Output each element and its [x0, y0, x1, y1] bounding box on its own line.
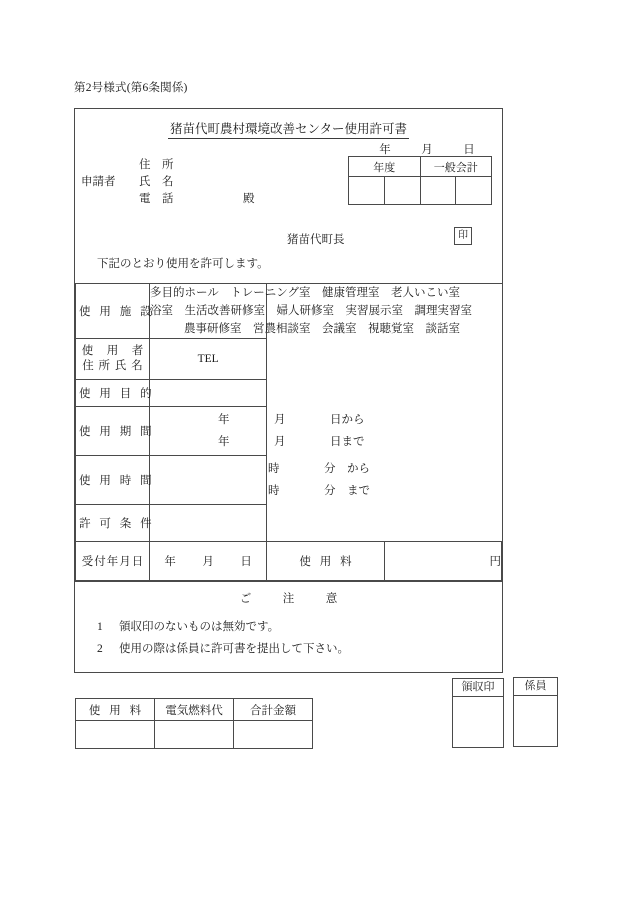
user-label-line-1: 使 用 者 — [81, 345, 145, 357]
staff-box[interactable] — [513, 677, 558, 747]
reception-label: 受付年月日 — [76, 542, 150, 581]
usage-fee-label: 使 用 料 — [267, 542, 384, 581]
reception-day: 日 — [240, 556, 252, 568]
row-purpose — [76, 380, 502, 407]
time-from-row — [150, 458, 370, 480]
bottom-zone — [75, 678, 504, 748]
applicant-phone-label: 電 話 — [139, 193, 174, 205]
reception-year: 年 — [164, 556, 176, 568]
budget-cell-4[interactable] — [456, 177, 492, 205]
facility-options[interactable] — [150, 284, 472, 339]
period-from-month: 月 — [274, 414, 286, 426]
receipt-seal-label: 領収印 — [453, 679, 503, 697]
staff-label: 係員 — [514, 678, 557, 696]
page-title — [75, 119, 502, 139]
row-time — [76, 456, 502, 505]
notice-item-1 — [75, 616, 502, 638]
row-conditions — [76, 505, 502, 542]
row-period — [76, 407, 502, 456]
reception-month: 月 — [202, 556, 214, 568]
applicant-fields — [139, 157, 255, 208]
period-to-month: 月 — [274, 436, 286, 448]
staff-seal-area[interactable] — [514, 696, 557, 746]
time-to-hour: 時 — [268, 485, 280, 497]
budget-table-header-row — [349, 157, 492, 177]
notice-item-1-number: 1 — [97, 621, 103, 633]
budget-cell-1[interactable] — [349, 177, 385, 205]
purpose-value-field[interactable] — [150, 380, 267, 407]
issue-date-line — [364, 141, 490, 157]
issue-date-day: 日 — [463, 144, 475, 156]
applicant-block — [81, 157, 255, 208]
period-from-day: 日から — [330, 414, 365, 426]
fee-summary-header-total: 合計金額 — [234, 699, 313, 721]
applicant-phone-row — [139, 191, 255, 208]
time-to-minute: 分 まで — [324, 485, 370, 497]
time-from-minute: 分 から — [324, 463, 370, 475]
fee-summary-table — [75, 698, 313, 749]
row-reception — [76, 542, 502, 581]
fee-summary-value-row — [76, 721, 313, 749]
notice-title: ご 注 意 — [239, 593, 348, 605]
budget-cell-3[interactable] — [420, 177, 456, 205]
budget-cell-2[interactable] — [384, 177, 420, 205]
user-value-field[interactable] — [150, 339, 267, 380]
applicant-label: 申請者 — [81, 176, 116, 188]
budget-table-value-row — [349, 177, 492, 205]
facility-line-2: 浴室 生活改善研修室 婦人研修室 実習展示室 調理実習室 — [150, 305, 472, 317]
fee-summary-header-row — [76, 699, 313, 721]
issue-date-year: 年 — [379, 144, 391, 156]
facility-line-1: 多目的ホール トレーニング室 健康管理室 老人いこい室 — [150, 287, 461, 299]
facility-line-3: 農事研修室 営農相談室 会議室 視聴覚室 談話室 — [184, 323, 460, 335]
permit-form-frame — [74, 108, 503, 717]
receipt-seal-area[interactable] — [453, 697, 503, 747]
notice-item-1-text: 領収印のないものは無効です。 — [119, 621, 280, 633]
notice-block — [75, 581, 502, 672]
facility-label: 使 用 施 設 — [76, 284, 150, 339]
applicant-name-row — [139, 174, 174, 191]
period-to-row — [150, 431, 365, 453]
period-from-row — [150, 409, 365, 431]
form-header — [75, 109, 502, 283]
fee-summary-total-value[interactable] — [234, 721, 313, 749]
fee-summary-utility-value[interactable] — [155, 721, 234, 749]
notice-item-2 — [75, 638, 502, 660]
budget-header-fiscal-year: 年度 — [349, 157, 421, 177]
conditions-value-field[interactable] — [150, 505, 267, 542]
applicant-name-label: 氏 名 — [139, 176, 174, 188]
period-to-year: 年 — [218, 436, 230, 448]
notice-item-2-text: 使用の際は係員に許可書を提出して下さい。 — [119, 643, 349, 655]
applicant-address-row — [139, 157, 174, 174]
page-title-text: 猪苗代町農村環境改善センター使用許可書 — [168, 119, 409, 139]
budget-header-general-account: 一般会計 — [420, 157, 492, 177]
period-to-day: 日まで — [330, 436, 365, 448]
budget-table — [348, 156, 492, 205]
applicant-honorific: 殿 — [243, 193, 255, 205]
conditions-label: 許 可 条 件 — [76, 505, 150, 542]
purpose-label: 使 用 目 的 — [76, 380, 150, 407]
user-label-line-2: 住 所 氏 名 — [82, 360, 144, 372]
notice-item-2-number: 2 — [97, 643, 103, 655]
usage-fee-field[interactable] — [384, 542, 501, 581]
period-value-field[interactable] — [150, 407, 365, 456]
permit-statement: 下記のとおり使用を許可します。 — [97, 258, 269, 270]
row-facility — [76, 284, 502, 339]
seal-icon: 印 — [454, 227, 472, 245]
permit-details-table — [75, 283, 502, 581]
row-user — [76, 339, 502, 380]
period-label: 使 用 期 間 — [76, 407, 150, 456]
fee-summary-header-usage: 使 用 料 — [76, 699, 155, 721]
issue-date-month: 月 — [421, 144, 433, 156]
issuer-name: 猪苗代町長 — [287, 234, 345, 246]
receipt-seal-box[interactable] — [452, 678, 504, 748]
user-label — [76, 339, 150, 380]
time-label: 使 用 時 間 — [76, 456, 150, 505]
time-to-row — [150, 480, 370, 502]
fee-summary-header-utility: 電気燃料代 — [155, 699, 234, 721]
usage-fee-unit: 円 — [489, 556, 501, 568]
time-value-field[interactable] — [150, 456, 370, 505]
time-from-hour: 時 — [268, 463, 280, 475]
period-from-year: 年 — [218, 414, 230, 426]
reception-date-field[interactable] — [150, 542, 267, 581]
user-tel-label: TEL — [197, 353, 219, 365]
form-number: 第2号様式(第6条関係) — [74, 82, 188, 94]
fee-summary-usage-value[interactable] — [76, 721, 155, 749]
applicant-address-label: 住 所 — [139, 159, 174, 171]
